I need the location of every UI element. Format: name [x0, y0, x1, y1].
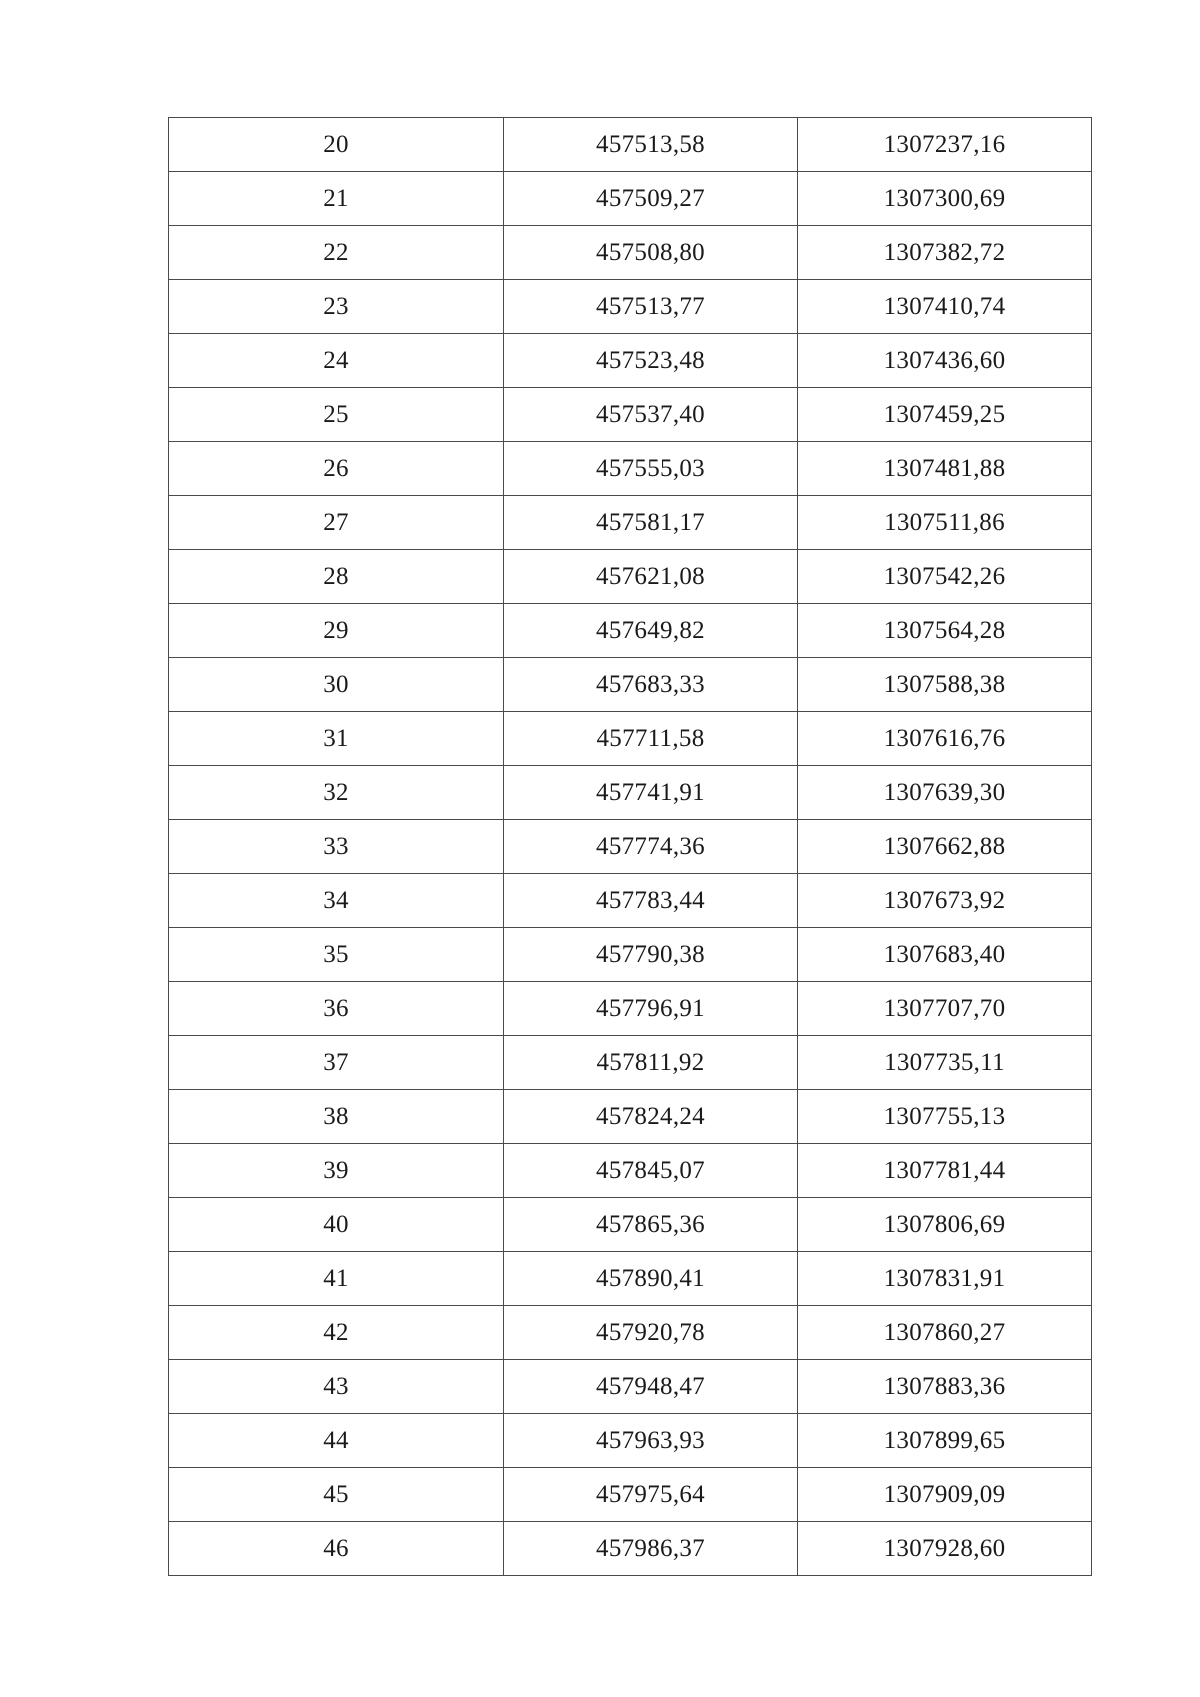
x-coordinate-cell: 457508,80 — [504, 226, 798, 280]
y-coordinate-cell: 1307831,91 — [798, 1252, 1092, 1306]
table-row — [169, 1522, 1092, 1576]
x-coordinate-cell: 457509,27 — [504, 172, 798, 226]
table-row — [169, 388, 1092, 442]
table-row — [169, 1036, 1092, 1090]
x-coordinate-cell: 457890,41 — [504, 1252, 798, 1306]
point-number-cell: 21 — [169, 172, 504, 226]
x-coordinate-cell: 457581,17 — [504, 496, 798, 550]
table-row — [169, 496, 1092, 550]
x-coordinate-cell: 457811,92 — [504, 1036, 798, 1090]
table-row — [169, 1144, 1092, 1198]
table-row — [169, 1198, 1092, 1252]
point-number-cell: 27 — [169, 496, 504, 550]
point-number-cell: 24 — [169, 334, 504, 388]
table-row — [169, 658, 1092, 712]
x-coordinate-cell: 457741,91 — [504, 766, 798, 820]
point-number-cell: 39 — [169, 1144, 504, 1198]
table-row — [169, 604, 1092, 658]
x-coordinate-cell: 457711,58 — [504, 712, 798, 766]
point-number-cell: 22 — [169, 226, 504, 280]
point-number-cell: 34 — [169, 874, 504, 928]
x-coordinate-cell: 457920,78 — [504, 1306, 798, 1360]
point-number-cell: 25 — [169, 388, 504, 442]
point-number-cell: 46 — [169, 1522, 504, 1576]
y-coordinate-cell: 1307511,86 — [798, 496, 1092, 550]
y-coordinate-cell: 1307755,13 — [798, 1090, 1092, 1144]
y-coordinate-cell: 1307860,27 — [798, 1306, 1092, 1360]
point-number-cell: 44 — [169, 1414, 504, 1468]
point-number-cell: 23 — [169, 280, 504, 334]
coordinates-table-body — [169, 118, 1092, 1576]
point-number-cell: 30 — [169, 658, 504, 712]
y-coordinate-cell: 1307806,69 — [798, 1198, 1092, 1252]
x-coordinate-cell: 457774,36 — [504, 820, 798, 874]
y-coordinate-cell: 1307564,28 — [798, 604, 1092, 658]
x-coordinate-cell: 457796,91 — [504, 982, 798, 1036]
y-coordinate-cell: 1307707,70 — [798, 982, 1092, 1036]
point-number-cell: 40 — [169, 1198, 504, 1252]
point-number-cell: 33 — [169, 820, 504, 874]
table-row — [169, 1414, 1092, 1468]
table-row — [169, 982, 1092, 1036]
point-number-cell: 43 — [169, 1360, 504, 1414]
point-number-cell: 41 — [169, 1252, 504, 1306]
y-coordinate-cell: 1307735,11 — [798, 1036, 1092, 1090]
table-row — [169, 1360, 1092, 1414]
y-coordinate-cell: 1307683,40 — [798, 928, 1092, 982]
x-coordinate-cell: 457783,44 — [504, 874, 798, 928]
table-row — [169, 334, 1092, 388]
y-coordinate-cell: 1307300,69 — [798, 172, 1092, 226]
table-row — [169, 280, 1092, 334]
x-coordinate-cell: 457537,40 — [504, 388, 798, 442]
point-number-cell: 35 — [169, 928, 504, 982]
point-number-cell: 26 — [169, 442, 504, 496]
table-row — [169, 1252, 1092, 1306]
table-row — [169, 118, 1092, 172]
point-number-cell: 32 — [169, 766, 504, 820]
table-row — [169, 172, 1092, 226]
y-coordinate-cell: 1307781,44 — [798, 1144, 1092, 1198]
point-number-cell: 36 — [169, 982, 504, 1036]
y-coordinate-cell: 1307382,72 — [798, 226, 1092, 280]
y-coordinate-cell: 1307928,60 — [798, 1522, 1092, 1576]
table-row — [169, 712, 1092, 766]
x-coordinate-cell: 457963,93 — [504, 1414, 798, 1468]
point-number-cell: 37 — [169, 1036, 504, 1090]
y-coordinate-cell: 1307639,30 — [798, 766, 1092, 820]
y-coordinate-cell: 1307237,16 — [798, 118, 1092, 172]
x-coordinate-cell: 457555,03 — [504, 442, 798, 496]
point-number-cell: 29 — [169, 604, 504, 658]
point-number-cell: 45 — [169, 1468, 504, 1522]
x-coordinate-cell: 457790,38 — [504, 928, 798, 982]
y-coordinate-cell: 1307673,92 — [798, 874, 1092, 928]
y-coordinate-cell: 1307436,60 — [798, 334, 1092, 388]
x-coordinate-cell: 457975,64 — [504, 1468, 798, 1522]
x-coordinate-cell: 457621,08 — [504, 550, 798, 604]
point-number-cell: 28 — [169, 550, 504, 604]
y-coordinate-cell: 1307909,09 — [798, 1468, 1092, 1522]
y-coordinate-cell: 1307588,38 — [798, 658, 1092, 712]
x-coordinate-cell: 457513,77 — [504, 280, 798, 334]
y-coordinate-cell: 1307481,88 — [798, 442, 1092, 496]
x-coordinate-cell: 457845,07 — [504, 1144, 798, 1198]
point-number-cell: 20 — [169, 118, 504, 172]
y-coordinate-cell: 1307662,88 — [798, 820, 1092, 874]
x-coordinate-cell: 457824,24 — [504, 1090, 798, 1144]
point-number-cell: 31 — [169, 712, 504, 766]
table-row — [169, 1306, 1092, 1360]
table-row — [169, 226, 1092, 280]
x-coordinate-cell: 457683,33 — [504, 658, 798, 712]
y-coordinate-cell: 1307616,76 — [798, 712, 1092, 766]
point-number-cell: 38 — [169, 1090, 504, 1144]
y-coordinate-cell: 1307459,25 — [798, 388, 1092, 442]
coordinates-table — [168, 117, 1092, 1576]
y-coordinate-cell: 1307542,26 — [798, 550, 1092, 604]
point-number-cell: 42 — [169, 1306, 504, 1360]
table-row — [169, 1468, 1092, 1522]
y-coordinate-cell: 1307883,36 — [798, 1360, 1092, 1414]
y-coordinate-cell: 1307899,65 — [798, 1414, 1092, 1468]
x-coordinate-cell: 457513,58 — [504, 118, 798, 172]
x-coordinate-cell: 457986,37 — [504, 1522, 798, 1576]
y-coordinate-cell: 1307410,74 — [798, 280, 1092, 334]
x-coordinate-cell: 457649,82 — [504, 604, 798, 658]
table-row — [169, 928, 1092, 982]
table-row — [169, 550, 1092, 604]
table-row — [169, 874, 1092, 928]
table-row — [169, 766, 1092, 820]
table-row — [169, 820, 1092, 874]
table-row — [169, 1090, 1092, 1144]
table-row — [169, 442, 1092, 496]
x-coordinate-cell: 457523,48 — [504, 334, 798, 388]
x-coordinate-cell: 457865,36 — [504, 1198, 798, 1252]
x-coordinate-cell: 457948,47 — [504, 1360, 798, 1414]
